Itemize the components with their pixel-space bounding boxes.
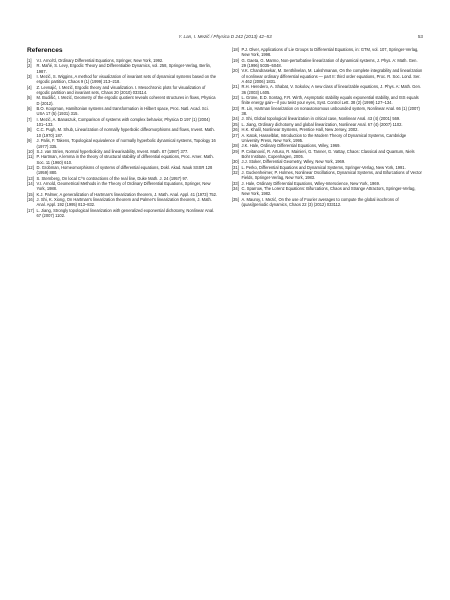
reference-text: R.H. Heredero, A. Shabat, V. Sokolov, A new class of linearizable equations, J. Phys. A: Math. Gen. 36 (2003) L605.	[241, 84, 422, 95]
reference-number: [17]	[27, 207, 34, 213]
running-header-authors: Y. Lan, I. Mezić / Physica D 242 (2013) 42–53	[178, 34, 272, 39]
reference-number: [14]	[27, 180, 34, 186]
reference-item	[27, 127, 218, 138]
page-number: 53	[417, 34, 423, 39]
reference-number: [25]	[232, 121, 239, 127]
reference-text: V.I. Arnol'd, Ordinary Differential Equations, Springer, New York, 1992.	[36, 58, 164, 63]
reference-item	[27, 181, 218, 192]
reference-text: J. Shi, Global topological linearization in critical case, Nonlinear Anal. 43 (4) (2001) 569.	[241, 116, 401, 122]
reference-item	[27, 63, 218, 74]
reference-number: [10]	[27, 148, 34, 154]
reference-text: D. Grobman, Homeomorphisms of systems of differential equations, Dokl. Akad. Nauk SSSR 128 (1959) 880.	[36, 164, 213, 176]
reference-item	[27, 74, 218, 85]
reference-text: J.K. Hale, Ordinary Differential Equations, Wiley, 1969.	[241, 143, 341, 149]
references-heading: References	[27, 47, 63, 54]
reference-text: L. Jiang, Strongly topological linearization with generalized exponential dichotomy, Nonlinear Anal. 67 (2007) 1102.	[36, 207, 215, 218]
reference-item	[27, 154, 218, 165]
reference-text: L. Grüne, E.D. Sontag, F.R. Wirth, Asymptotic stability equals exponential stability, and ISS equals finite energy gain—if you twist your eyes, Syst. Control Lett. 38 (2) (1999) 127–134.	[241, 95, 419, 106]
reference-number: [33]	[232, 180, 239, 186]
references-column-right	[232, 47, 423, 207]
reference-number: [9]	[27, 138, 32, 144]
reference-text: R. Lin, Hartman linearization on nonautonomous unbounded system, Nonlinear Anal. 66 (1) (2007) 38.	[241, 105, 420, 117]
reference-number: [19]	[232, 57, 239, 63]
reference-number: [27]	[232, 132, 239, 138]
reference-item	[232, 106, 423, 117]
reference-number: [13]	[27, 175, 34, 181]
reference-item	[232, 95, 423, 106]
reference-item	[232, 186, 423, 197]
reference-number: [20]	[232, 68, 239, 74]
reference-item	[27, 106, 218, 117]
reference-item	[27, 95, 218, 106]
reference-text: H.K. Khalil, Nonlinear Systems, Prentice Hall, New Jersey, 2002.	[241, 127, 359, 133]
reference-number: [24]	[232, 116, 239, 122]
reference-number: [15]	[27, 191, 34, 197]
reference-text: I. Mezić, S. Wiggins, A method for visualization of invariant sets of dynamical systems based on the ergodic partition, Chaos 9 (1) (1999) 213–218.	[36, 74, 217, 85]
reference-item	[27, 165, 218, 176]
reference-text: S. Sternberg, On local C^n contractions of the real line, Duke Math. J. 24 (1957) 97.	[36, 175, 189, 181]
reference-number: [30]	[232, 159, 239, 165]
reference-text: P. Cvitanović, R. Artuso, R. Mainieri, G. Tanner, G. Vattay, Chaos: Classical and Quantum, Niels Bohr Institute, Copenhagen, 2005.	[241, 148, 415, 159]
reference-number: [28]	[232, 143, 239, 149]
reference-number: [18]	[232, 47, 239, 52]
reference-text: C.C. Pugh, M. Shub, Linearization of normally hyperbolic diffeomorphisms and flows, Invent. Math. 10 (1970) 187.	[36, 127, 215, 138]
reference-number: [22]	[232, 95, 239, 101]
reference-number: [26]	[232, 127, 239, 133]
reference-number: [29]	[232, 148, 239, 154]
reference-item	[27, 138, 218, 149]
reference-number: [31]	[232, 164, 239, 170]
reference-number: [2]	[27, 63, 32, 69]
reference-text: L. Jiang, Ordinary dichotomy and global linearization, Nonlinear Anal. 67 (4) (2007) 1102.	[241, 121, 403, 127]
reference-text: C. Sparrow, The Lorenz Equations: Bifurcations, Chaos and Strange Attractors, Springer-Verlag, New York, 1982.	[241, 185, 416, 197]
reference-text: L. Perko, Differential Equations and Dynamical Systems, Springer-Verlag, New York, 1991.	[241, 164, 406, 170]
running-header	[27, 34, 423, 44]
reference-number: [7]	[27, 116, 32, 122]
reference-number: [8]	[27, 127, 32, 133]
reference-item	[232, 68, 423, 84]
reference-item	[27, 197, 218, 208]
reference-item	[232, 84, 423, 95]
reference-item	[27, 85, 218, 96]
reference-number: [12]	[27, 164, 34, 170]
reference-text: S.J. van Strien, Normal hyperbolicity and linearisability, Invent. Math. 87 (1987) 377.	[36, 148, 189, 154]
reference-item	[232, 197, 423, 208]
reference-number: [5]	[27, 95, 32, 101]
reference-item	[232, 170, 423, 181]
reference-number: [21]	[232, 84, 239, 90]
reference-number: [1]	[27, 58, 32, 63]
reference-text: A. Mauroy, I. Mezić, On the use of Fourier averages to compute the global isochrons of (quasi)periodic dynamics, Chaos 22 (3) (2012) 033112.	[241, 196, 399, 207]
reference-text: J. Guckenheimer, P. Holmes, Nonlinear Oscillations, Dynamical Systems, and Bifurcations of Vector Fields, Springer-Verlag, New York, 1983.	[241, 169, 422, 181]
reference-item	[232, 133, 423, 144]
reference-item	[27, 208, 218, 219]
reference-item	[232, 47, 423, 58]
reference-number: [11]	[27, 154, 34, 160]
reference-number: [35]	[232, 196, 239, 202]
reference-item	[27, 117, 218, 128]
references-column-left	[27, 58, 218, 218]
reference-text: J. Shi, K. Xiong, On Hartman's linearization theorem and Palmer's linearization theorem, J. Math. Anal. Appl. 192 (1995) 813–832.	[36, 196, 212, 208]
reference-text: P.J. Olver, Applications of Lie Groups to Differential Equations, in: GTM, vol. 107, Springer-Verlag, New York, 1998.	[241, 47, 419, 58]
reference-text: V.K. Chandrasekar, M. Senthilvelan, M. Lakshmanan, On the complete integrability and linearization of nonlinear ordinary differential equations — part II: third order equations, Proc. R. Soc. Lond. Ser. A 462 (2006) 1831.	[241, 68, 423, 85]
reference-text: J.J. Stoker, Differential Geometry, Wiley, New York, 1969.	[241, 159, 346, 165]
reference-item	[232, 58, 423, 69]
reference-text: K.J. Palmer, A generalization of Hartman's linearization theorem, J. Math. Anal. Appl. 41 (1973) 752.	[36, 191, 218, 197]
reference-text: M. Budišić, I. Mezić, Geometry of the ergodic quotient reveals coherent structures in flows, Physica D (2012).	[36, 95, 216, 106]
reference-number: [3]	[27, 74, 32, 80]
reference-text: J. Hale, Ordinary Differential Equations, Wiley-Interscience, New York, 1969.	[241, 180, 380, 186]
reference-text: J. Palis, F. Takens, Topological equivalence of normally hyperbolic dynamical systems, Topology 16 (1977) 335.	[36, 138, 216, 149]
reference-text: R. Mañé, S. Levy, Ergodic Theory and Differentiable Dynamics, vol. 258, Springer-Verlag, Berlin, 1987.	[36, 63, 212, 74]
reference-number: [4]	[27, 84, 32, 90]
reference-text: Z. Levnajić, I. Mezić, Ergodic theory and visualization. I. Mesochronic plots for visualization of ergodic partition and invariant sets, Chaos 20 (2010) 033114.	[36, 84, 206, 96]
reference-text: A. Katok, Hasselblat, Introduction to the Modern Theory of Dynamical Systems, Cambridge University Press, New York, 1995.	[241, 132, 407, 143]
reference-text: I. Mezić, A. Banaszuk, Comparison of systems with complex behavior, Physica D 197 (1) (2004) 101–133.	[36, 116, 210, 128]
reference-text: V.I. Arnold, Geometrical Methods in the Theory of Ordinary Differential Equations, Springer, New York, 1988.	[36, 180, 211, 192]
reference-number: [16]	[27, 196, 34, 202]
reference-text: B.O. Koopman, Hamiltonian systems and transformation in Hilbert space, Proc. Natl. Acad. Sci. USA 17 (5) (1931) 315.	[36, 106, 209, 117]
reference-item	[232, 149, 423, 160]
reference-number: [23]	[232, 105, 239, 111]
reference-number: [34]	[232, 185, 239, 191]
reference-text: P. Hartman, A lemma in the theory of structural stability of differential equations, Proc. Amer. Math. Soc. 11 (1960) 610.	[36, 154, 214, 165]
reference-number: [32]	[232, 169, 239, 175]
reference-number: [6]	[27, 106, 32, 112]
reference-text: G. Gaeta, G. Marmo, Non-perturbative linearization of dynamical systems, J. Phys. A: Math. Gen. 29 (1996) 5035–5048.	[241, 57, 418, 69]
